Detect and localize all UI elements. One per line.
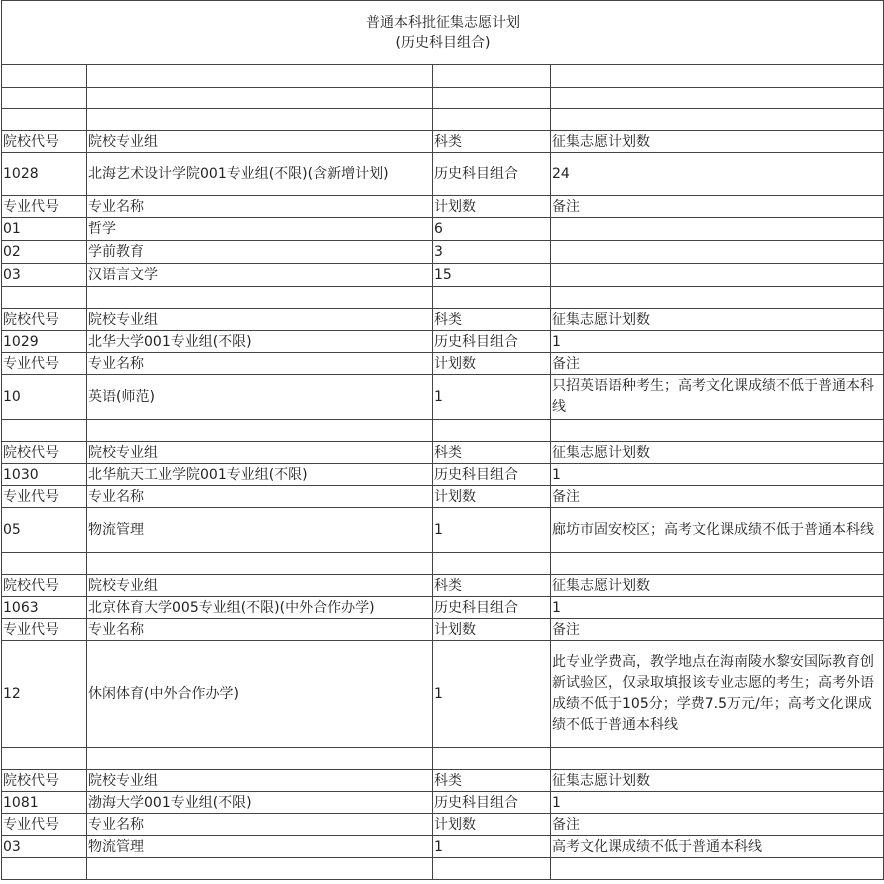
category-label: 科类 xyxy=(433,575,551,597)
quota-label: 计划数 xyxy=(433,196,551,218)
major-row xyxy=(2,508,884,553)
major-code-label: 专业代号 xyxy=(2,486,87,508)
group-header-row xyxy=(2,131,884,153)
category-label: 科类 xyxy=(433,131,551,153)
group-row xyxy=(2,331,884,353)
major-code-label: 专业代号 xyxy=(2,814,87,836)
major-name-label: 专业名称 xyxy=(87,196,433,218)
category: 历史科目组合 xyxy=(433,331,551,353)
plan-count-label: 征集志愿计划数 xyxy=(551,442,884,464)
major-note: 高考文化课成绩不低于普通本科线 xyxy=(551,836,884,858)
school-group-name: 北京体育大学005专业组(不限)(中外合作办学) xyxy=(87,597,433,619)
page-title: 普通本科批征集志愿计划 xyxy=(366,14,520,31)
plan-count-label: 征集志愿计划数 xyxy=(551,575,884,597)
school-code: 1063 xyxy=(2,597,87,619)
school-group-name: 北海艺术设计学院001专业组(不限)(含新增计划) xyxy=(87,153,433,196)
school-group-name: 北华航天工业学院001专业组(不限) xyxy=(87,464,433,486)
page-subtitle: (历史科目组合) xyxy=(395,34,491,51)
school-group-label: 院校专业组 xyxy=(87,131,433,153)
plan-count: 1 xyxy=(551,331,884,353)
major-note: 只招英语语种考生；高考文化课成绩不低于普通本科线 xyxy=(551,375,884,420)
quota-label: 计划数 xyxy=(433,619,551,641)
school-code-label: 院校代号 xyxy=(2,131,87,153)
school-code-label: 院校代号 xyxy=(2,770,87,792)
plan-count: 24 xyxy=(551,153,884,196)
notes-label: 备注 xyxy=(551,619,884,641)
major-name: 物流管理 xyxy=(87,836,433,858)
major-name: 休闲体育(中外合作办学) xyxy=(87,641,433,748)
major-name: 学前教育 xyxy=(87,241,433,264)
school-code: 1030 xyxy=(2,464,87,486)
major-note: 廊坊市固安校区；高考文化课成绩不低于普通本科线 xyxy=(551,508,884,553)
notes-label: 备注 xyxy=(551,814,884,836)
group-header-row xyxy=(2,309,884,331)
major-code: 03 xyxy=(2,264,87,287)
major-quota: 1 xyxy=(433,375,551,420)
major-code-label: 专业代号 xyxy=(2,353,87,375)
title-cell xyxy=(2,1,884,65)
major-header-row xyxy=(2,486,884,508)
major-code: 10 xyxy=(2,375,87,420)
school-group-label: 院校专业组 xyxy=(87,575,433,597)
school-group-name: 北华大学001专业组(不限) xyxy=(87,331,433,353)
major-quota: 1 xyxy=(433,836,551,858)
major-quota: 1 xyxy=(433,641,551,748)
major-quota: 1 xyxy=(433,508,551,553)
school-group-label: 院校专业组 xyxy=(87,309,433,331)
empty-row xyxy=(2,109,884,131)
major-row xyxy=(2,264,884,287)
school-code-label: 院校代号 xyxy=(2,442,87,464)
notes-label: 备注 xyxy=(551,196,884,218)
major-note xyxy=(551,241,884,264)
school-group-label: 院校专业组 xyxy=(87,770,433,792)
major-name: 英语(师范) xyxy=(87,375,433,420)
major-row xyxy=(2,375,884,420)
major-row xyxy=(2,836,884,858)
school-code: 1028 xyxy=(2,153,87,196)
plan-count: 1 xyxy=(551,792,884,814)
group-row xyxy=(2,597,884,619)
plan-count-label: 征集志愿计划数 xyxy=(551,309,884,331)
plan-count: 1 xyxy=(551,597,884,619)
category: 历史科目组合 xyxy=(433,792,551,814)
major-code: 03 xyxy=(2,836,87,858)
notes-label: 备注 xyxy=(551,486,884,508)
major-code: 12 xyxy=(2,641,87,748)
empty-row xyxy=(2,420,884,442)
major-note xyxy=(551,218,884,241)
plan-table xyxy=(1,0,884,880)
category-label: 科类 xyxy=(433,770,551,792)
quota-label: 计划数 xyxy=(433,814,551,836)
major-code: 05 xyxy=(2,508,87,553)
group-row xyxy=(2,792,884,814)
group-row xyxy=(2,464,884,486)
group-row xyxy=(2,153,884,196)
school-group-label: 院校专业组 xyxy=(87,442,433,464)
school-code: 1029 xyxy=(2,331,87,353)
major-name-label: 专业名称 xyxy=(87,486,433,508)
major-note: 此专业学费高，教学地点在海南陵水黎安国际教育创新试验区，仅录取填报该专业志愿的考生；高考外语成绩不低于105分；学费7.5万元/年；高考文化课成绩不低于普通本科线 xyxy=(551,641,884,748)
empty-row xyxy=(2,553,884,575)
major-row xyxy=(2,641,884,748)
major-row xyxy=(2,218,884,241)
category: 历史科目组合 xyxy=(433,597,551,619)
major-row xyxy=(2,241,884,264)
school-code-label: 院校代号 xyxy=(2,309,87,331)
major-header-row xyxy=(2,619,884,641)
major-code: 02 xyxy=(2,241,87,264)
category-label: 科类 xyxy=(433,309,551,331)
major-name-label: 专业名称 xyxy=(87,814,433,836)
major-quota: 15 xyxy=(433,264,551,287)
major-quota: 6 xyxy=(433,218,551,241)
major-note xyxy=(551,264,884,287)
empty-row xyxy=(2,287,884,309)
school-group-name: 渤海大学001专业组(不限) xyxy=(87,792,433,814)
empty-row xyxy=(2,88,884,109)
major-name: 哲学 xyxy=(87,218,433,241)
major-name: 物流管理 xyxy=(87,508,433,553)
major-name-label: 专业名称 xyxy=(87,619,433,641)
group-header-row xyxy=(2,575,884,597)
plan-count-label: 征集志愿计划数 xyxy=(551,131,884,153)
major-code-label: 专业代号 xyxy=(2,196,87,218)
empty-row xyxy=(2,858,884,880)
notes-label: 备注 xyxy=(551,353,884,375)
empty-row xyxy=(2,748,884,770)
school-code-label: 院校代号 xyxy=(2,575,87,597)
category: 历史科目组合 xyxy=(433,153,551,196)
group-header-row xyxy=(2,442,884,464)
major-header-row xyxy=(2,196,884,218)
school-code: 1081 xyxy=(2,792,87,814)
group-header-row xyxy=(2,770,884,792)
plan-count: 1 xyxy=(551,464,884,486)
plan-count-label: 征集志愿计划数 xyxy=(551,770,884,792)
major-name-label: 专业名称 xyxy=(87,353,433,375)
category-label: 科类 xyxy=(433,442,551,464)
quota-label: 计划数 xyxy=(433,486,551,508)
major-code: 01 xyxy=(2,218,87,241)
empty-row xyxy=(2,65,884,88)
category: 历史科目组合 xyxy=(433,464,551,486)
title-row xyxy=(2,1,884,65)
major-header-row xyxy=(2,814,884,836)
major-header-row xyxy=(2,353,884,375)
major-quota: 3 xyxy=(433,241,551,264)
quota-label: 计划数 xyxy=(433,353,551,375)
major-code-label: 专业代号 xyxy=(2,619,87,641)
major-name: 汉语言文学 xyxy=(87,264,433,287)
